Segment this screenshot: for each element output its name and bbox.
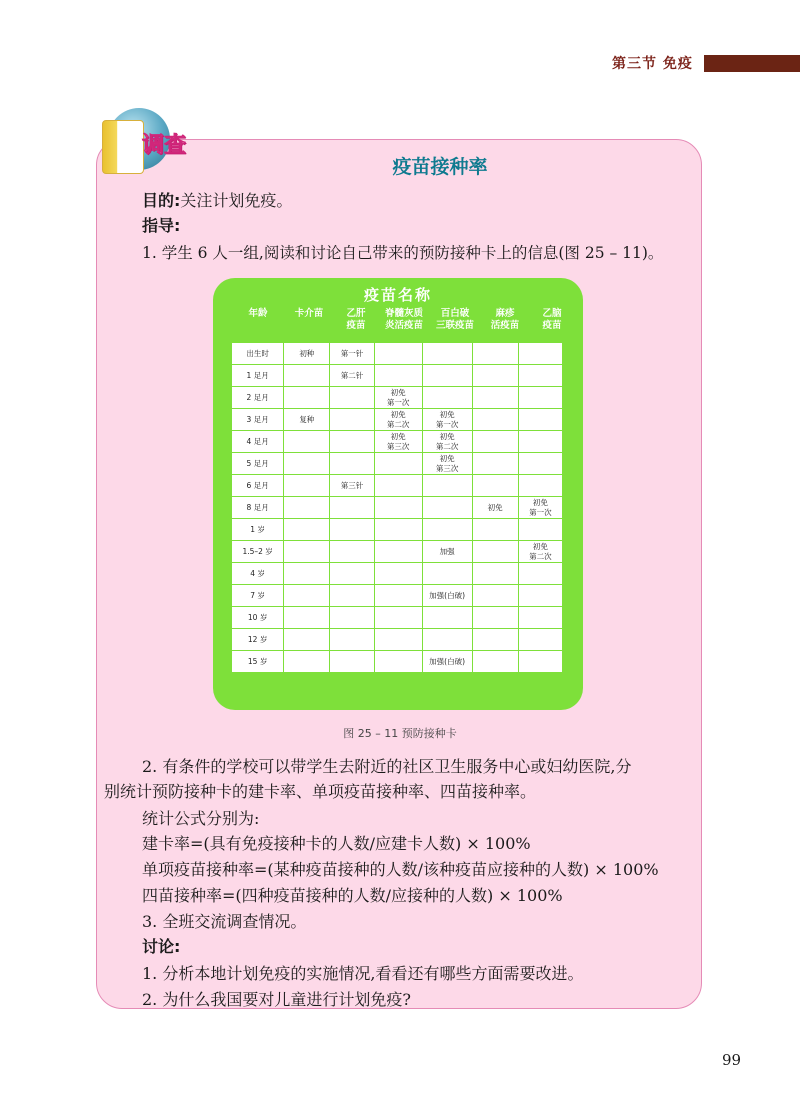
dose-cell: 初免 xyxy=(472,497,518,519)
dose-cell xyxy=(374,497,422,519)
table-row xyxy=(232,651,563,673)
dose-cell xyxy=(284,563,330,585)
dose-cell: 初免 第二次 xyxy=(374,409,422,431)
dose-cell xyxy=(284,629,330,651)
vaccination-card xyxy=(213,278,583,710)
purpose-line xyxy=(142,188,292,211)
dose-cell xyxy=(284,607,330,629)
dose-cell xyxy=(422,519,472,541)
dose-cell xyxy=(422,607,472,629)
table-row xyxy=(232,629,563,651)
dose-cell xyxy=(374,343,422,365)
card-title: 疫苗名称 xyxy=(363,286,432,304)
dose-cell xyxy=(472,519,518,541)
dose-cell xyxy=(374,453,422,475)
dose-cell xyxy=(330,387,374,409)
dose-cell xyxy=(284,585,330,607)
dose-cell xyxy=(284,475,330,497)
dose-cell xyxy=(330,607,374,629)
dose-cell xyxy=(472,431,518,453)
dose-cell xyxy=(472,607,518,629)
dose-cell xyxy=(518,475,562,497)
table-row xyxy=(232,409,563,431)
dose-cell xyxy=(284,453,330,475)
dose-cell xyxy=(330,585,374,607)
section-title: 第三节 免疫 xyxy=(612,56,693,72)
table-row xyxy=(232,365,563,387)
table-row xyxy=(232,563,563,585)
dose-cell xyxy=(284,431,330,453)
age-cell: 4 岁 xyxy=(232,563,284,585)
dose-cell xyxy=(330,497,374,519)
page-number: 99 xyxy=(722,1051,742,1069)
column-header: 脊髓灰质 炎活疫苗 xyxy=(384,308,423,331)
dose-cell: 初免 第三次 xyxy=(422,453,472,475)
table-row xyxy=(232,431,563,453)
header-bar xyxy=(704,55,800,72)
dose-cell xyxy=(518,365,562,387)
dose-cell xyxy=(518,453,562,475)
formula-3: 四苗接种率=(四种疫苗接种的人数/应接种的人数) × 100% xyxy=(142,886,563,905)
dose-cell xyxy=(472,563,518,585)
formula-2: 单项疫苗接种率=(某种疫苗接种的人数/该种疫苗应接种的人数) × 100% xyxy=(142,860,659,879)
formula-intro: 统计公式分别为: xyxy=(142,809,260,828)
dose-cell xyxy=(472,387,518,409)
dose-cell xyxy=(472,475,518,497)
dose-cell xyxy=(472,651,518,673)
dose-cell xyxy=(330,563,374,585)
step-1: 1. 学生 6 人一组,阅读和讨论自己带来的预防接种卡上的信息(图 25 – 11)。 xyxy=(142,244,664,262)
age-cell: 3 足月 xyxy=(232,409,284,431)
step-3: 3. 全班交流调查情况。 xyxy=(142,912,307,931)
dose-cell xyxy=(472,409,518,431)
age-cell: 出生时 xyxy=(232,343,284,365)
dose-cell: 第二针 xyxy=(330,365,374,387)
dose-cell xyxy=(374,365,422,387)
dose-cell xyxy=(330,431,374,453)
column-header: 乙肝 疫苗 xyxy=(346,308,366,331)
age-cell: 8 足月 xyxy=(232,497,284,519)
dose-cell xyxy=(374,585,422,607)
dose-cell xyxy=(518,629,562,651)
question-2: 2. 为什么我国要对儿童进行计划免疫? xyxy=(142,990,411,1009)
dose-cell xyxy=(518,409,562,431)
dose-cell xyxy=(374,541,422,563)
table-row xyxy=(232,475,563,497)
age-cell: 2 足月 xyxy=(232,387,284,409)
step-2-line-1: 2. 有条件的学校可以带学生去附近的社区卫生服务中心或妇幼医院,分 xyxy=(142,757,632,776)
dose-cell xyxy=(374,519,422,541)
dose-cell xyxy=(518,563,562,585)
dose-cell: 初免 第一次 xyxy=(422,409,472,431)
dose-cell xyxy=(330,453,374,475)
table-row xyxy=(232,607,563,629)
age-cell: 15 岁 xyxy=(232,651,284,673)
dose-cell xyxy=(422,497,472,519)
dose-cell: 初免 第三次 xyxy=(374,431,422,453)
column-header: 百白破 三联疫苗 xyxy=(435,308,474,331)
table-row xyxy=(232,453,563,475)
formula-1: 建卡率=(具有免疫接种卡的人数/应建卡人数) × 100% xyxy=(142,834,531,853)
table-row xyxy=(232,541,563,563)
age-cell: 4 足月 xyxy=(232,431,284,453)
dose-cell: 加强(白破) xyxy=(422,585,472,607)
column-header: 麻疹 活疫苗 xyxy=(490,308,520,331)
dose-cell: 初免 第一次 xyxy=(374,387,422,409)
dose-cell xyxy=(518,519,562,541)
age-cell: 1.5–2 岁 xyxy=(232,541,284,563)
dose-cell xyxy=(284,365,330,387)
dose-cell xyxy=(330,519,374,541)
age-cell: 5 足月 xyxy=(232,453,284,475)
dose-cell xyxy=(472,365,518,387)
dose-cell xyxy=(374,475,422,497)
table-row xyxy=(232,343,563,365)
dose-cell xyxy=(518,607,562,629)
figure-caption: 图 25 – 11 预防接种卡 xyxy=(343,727,457,740)
dose-cell xyxy=(518,651,562,673)
dose-cell: 初免 第二次 xyxy=(518,541,562,563)
dose-cell: 初免 第一次 xyxy=(518,497,562,519)
dose-cell xyxy=(472,541,518,563)
dose-cell xyxy=(374,563,422,585)
dose-cell xyxy=(472,453,518,475)
step-2-line-2: 别统计预防接种卡的建卡率、单项疫苗接种率、四苗接种率。 xyxy=(104,782,537,801)
page-header xyxy=(0,0,800,85)
vaccination-table xyxy=(231,342,563,673)
dose-cell xyxy=(330,541,374,563)
discussion-label: 讨论: xyxy=(142,937,181,956)
age-cell: 7 岁 xyxy=(232,585,284,607)
inquiry-title: 疫苗接种率 xyxy=(392,156,488,178)
age-cell: 1 足月 xyxy=(232,365,284,387)
dose-cell xyxy=(284,519,330,541)
dose-cell xyxy=(422,343,472,365)
dose-cell: 初种 xyxy=(284,343,330,365)
dose-cell xyxy=(518,343,562,365)
table-row xyxy=(232,497,563,519)
dose-cell xyxy=(472,343,518,365)
dose-cell xyxy=(518,431,562,453)
dose-cell xyxy=(422,475,472,497)
age-cell: 1 岁 xyxy=(232,519,284,541)
guide-label: 指导: xyxy=(142,216,181,235)
dose-cell xyxy=(422,629,472,651)
dose-cell xyxy=(518,585,562,607)
dose-cell xyxy=(330,409,374,431)
dose-cell xyxy=(422,387,472,409)
column-header: 卡介苗 xyxy=(294,308,324,319)
dose-cell: 第三针 xyxy=(330,475,374,497)
badge-label: 调查 xyxy=(142,133,187,158)
dose-cell xyxy=(284,387,330,409)
dose-cell xyxy=(374,607,422,629)
dose-cell: 第一针 xyxy=(330,343,374,365)
dose-cell xyxy=(284,651,330,673)
age-cell: 12 岁 xyxy=(232,629,284,651)
purpose-label: 目的: xyxy=(142,191,181,210)
table-row xyxy=(232,585,563,607)
dose-cell xyxy=(330,629,374,651)
dose-cell xyxy=(374,629,422,651)
purpose-text: 关注计划免疫。 xyxy=(180,191,293,210)
table-row xyxy=(232,387,563,409)
column-header: 乙脑 疫苗 xyxy=(542,308,562,331)
table-row xyxy=(232,519,563,541)
age-cell: 10 岁 xyxy=(232,607,284,629)
dose-cell xyxy=(472,629,518,651)
dose-cell: 加强(白破) xyxy=(422,651,472,673)
question-1: 1. 分析本地计划免疫的实施情况,看看还有哪些方面需要改进。 xyxy=(142,964,584,983)
dose-cell xyxy=(472,585,518,607)
dose-cell xyxy=(374,651,422,673)
column-header: 年龄 xyxy=(248,308,268,319)
age-cell: 6 足月 xyxy=(232,475,284,497)
dose-cell: 复种 xyxy=(284,409,330,431)
dose-cell: 初免 第二次 xyxy=(422,431,472,453)
dose-cell xyxy=(422,365,472,387)
dose-cell xyxy=(284,541,330,563)
dose-cell xyxy=(330,651,374,673)
dose-cell: 加强 xyxy=(422,541,472,563)
dose-cell xyxy=(518,387,562,409)
dose-cell xyxy=(284,497,330,519)
dose-cell xyxy=(422,563,472,585)
